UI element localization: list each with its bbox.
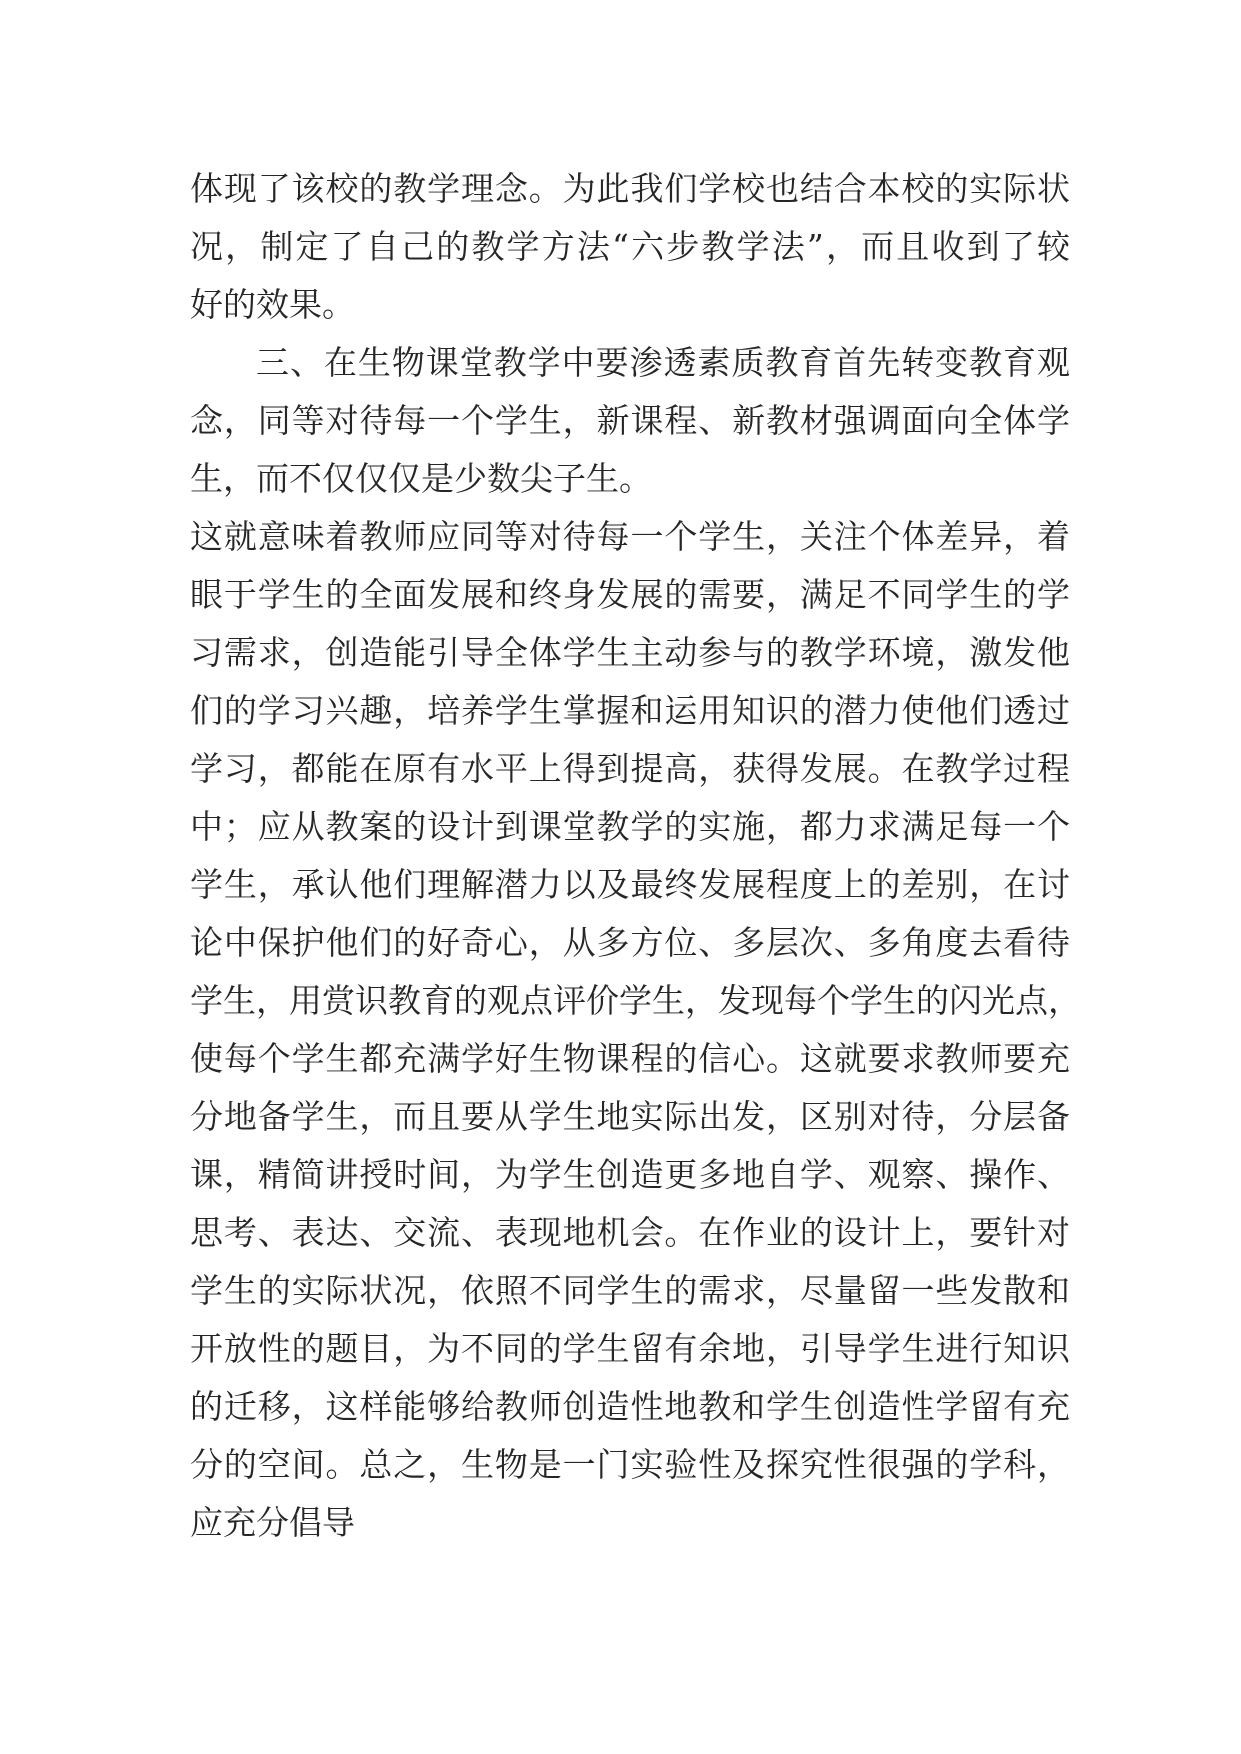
text-line: 念，同等对待每一个学生，新课程、新教材强调面向全体学 bbox=[190, 401, 1070, 440]
body-text bbox=[190, 160, 1081, 1552]
text-line: 应充分倡导 bbox=[190, 1503, 355, 1542]
text-line: 学习，都能在原有水平上得到提高，获得发展。在教学过程 bbox=[190, 749, 1070, 788]
text-line: 分的空间。总之，生物是一门实验性及探究性很强的学科， bbox=[190, 1445, 1070, 1484]
text-line: 三、在生物课堂教学中要渗透素质教育首先转变教育观 bbox=[256, 343, 1070, 382]
text-line: 们的学习兴趣，培养学生掌握和运用知识的潜力使他们透过 bbox=[190, 691, 1070, 730]
text-line: 思考、表达、交流、表现地机会。在作业的设计上，要针对 bbox=[190, 1213, 1070, 1252]
text-line: 的迁移，这样能够给教师创造性地教和学生创造性学留有充 bbox=[190, 1387, 1070, 1426]
text-line: 分地备学生，而且要从学生地实际出发，区别对待，分层备 bbox=[190, 1097, 1070, 1136]
text-line: 开放性的题目，为不同的学生留有余地，引导学生进行知识 bbox=[190, 1329, 1070, 1368]
text-line: 学生，用赏识教育的观点评价学生，发现每个学生的闪光点， bbox=[190, 981, 1081, 1020]
text-line: 使每个学生都充满学好生物课程的信心。这就要求教师要充 bbox=[190, 1039, 1070, 1078]
text-line: 习需求，创造能引导全体学生主动参与的教学环境，激发他 bbox=[190, 633, 1070, 672]
text-line: 论中保护他们的好奇心，从多方位、多层次、多角度去看待 bbox=[190, 923, 1070, 962]
text-line: 学生的实际状况，依照不同学生的需求，尽量留一些发散和 bbox=[190, 1271, 1070, 1310]
text-line: 况，制定了自己的教学方法“六步教学法”，而且收到了较 bbox=[190, 227, 1070, 266]
text-line: 生，而不仅仅仅是少数尖子生。 bbox=[190, 459, 652, 498]
text-line: 这就意味着教师应同等对待每一个学生，关注个体差异，着 bbox=[190, 517, 1070, 556]
text-line: 学生，承认他们理解潜力以及最终发展程度上的差别，在讨 bbox=[190, 865, 1070, 904]
text-line: 眼于学生的全面发展和终身发展的需要，满足不同学生的学 bbox=[190, 575, 1070, 614]
text-line: 体现了该校的教学理念。为此我们学校也结合本校的实际状 bbox=[190, 169, 1070, 208]
text-line: 中；应从教案的设计到课堂教学的实施，都力求满足每一个 bbox=[190, 807, 1070, 846]
text-line: 课，精简讲授时间，为学生创造更多地自学、观察、操作、 bbox=[190, 1155, 1070, 1194]
text-line: 好的效果。 bbox=[190, 285, 355, 324]
